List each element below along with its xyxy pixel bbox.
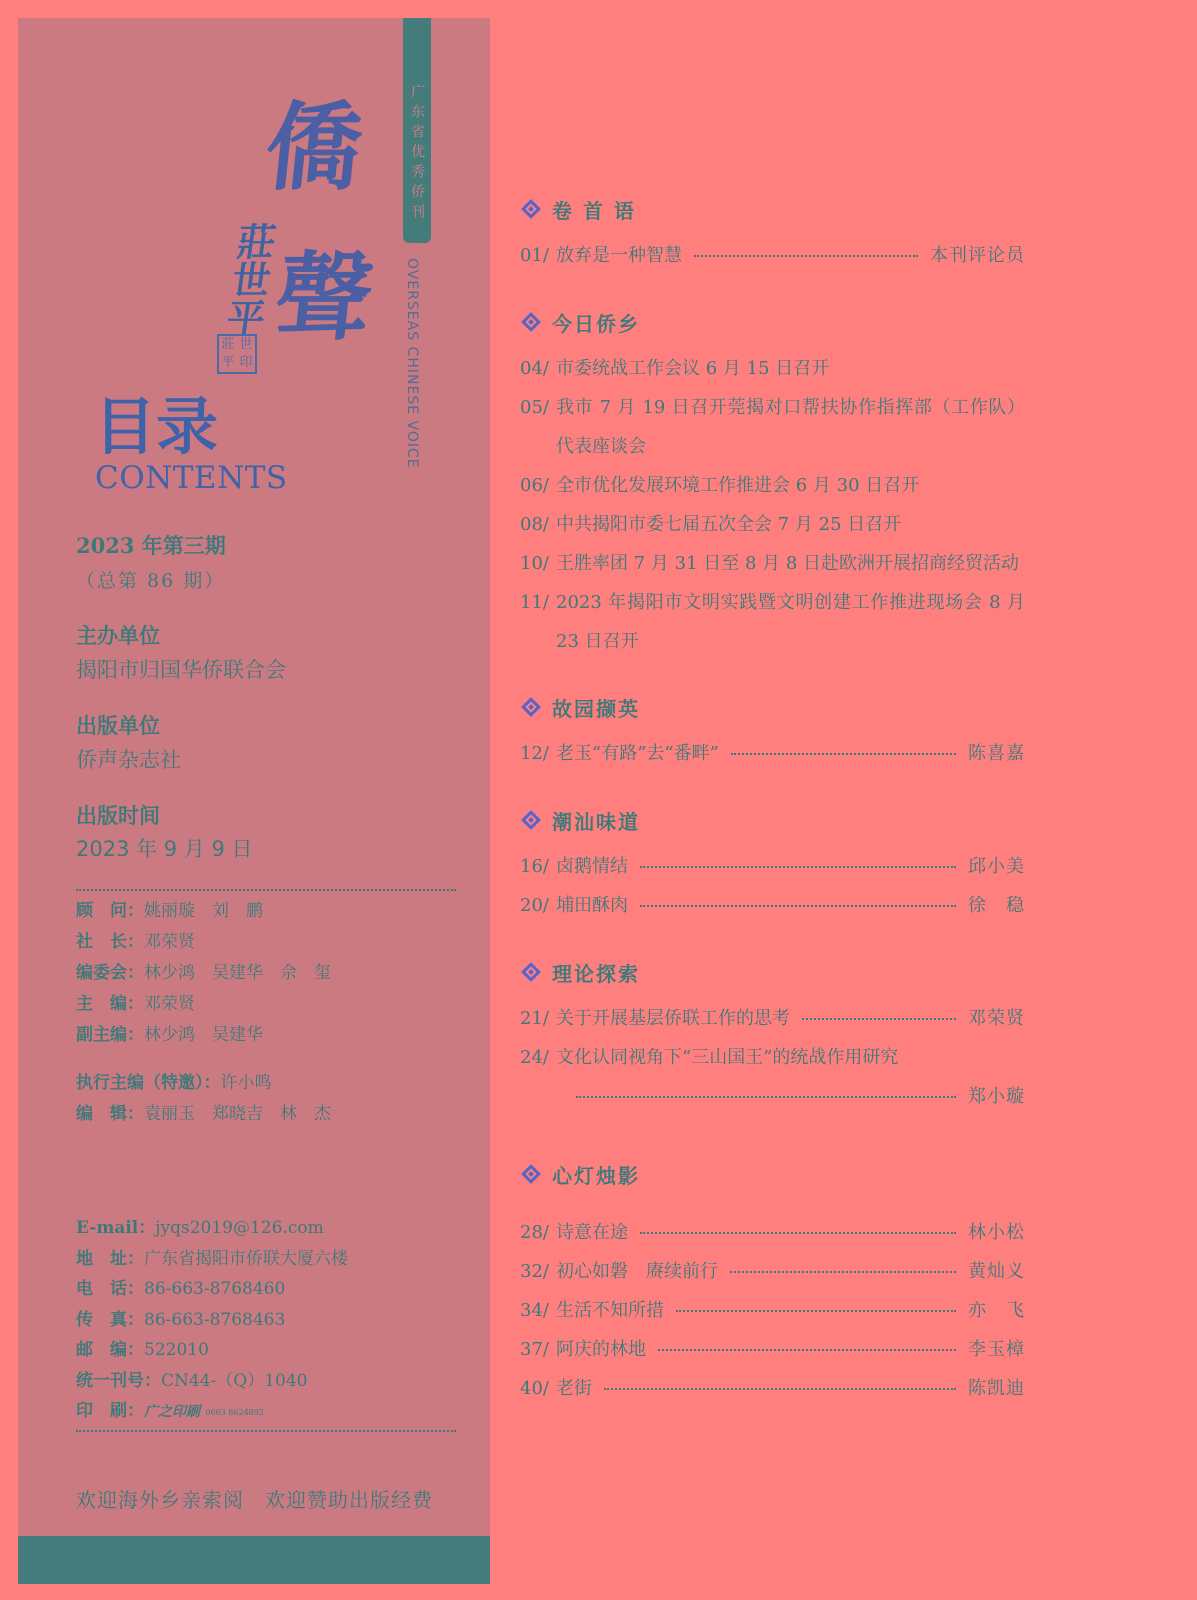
section-header [520, 194, 1025, 224]
toc-entry[interactable] [520, 1213, 1025, 1252]
contact-label: 统一刊号： [76, 1370, 161, 1391]
article-author: 陈喜嘉 [968, 743, 1025, 764]
address-value: 广东省揭阳市侨联大厦六楼 [144, 1248, 348, 1269]
leader-dots [730, 1271, 956, 1273]
leader-dots [640, 905, 956, 907]
contact-row [76, 1305, 348, 1336]
contact-label: 印 刷： [76, 1401, 144, 1421]
toc-entry[interactable] [520, 999, 1025, 1038]
excellent-magazine-label: 广东省优秀侨刊 [409, 84, 425, 224]
staff-role: 社 长： [76, 932, 144, 952]
contact-info [76, 1213, 348, 1428]
fax-value: 86-663-8768463 [144, 1309, 286, 1330]
staff-names: 许小鸣 [220, 1073, 272, 1093]
leader-dots [576, 1096, 956, 1098]
publisher-label: 出版单位 [76, 713, 160, 738]
page-number: 01/ [520, 245, 549, 266]
staff-names: 林少鸿 吴建华 [144, 1025, 263, 1045]
toc-entry[interactable] [520, 1369, 1025, 1408]
staff-row [76, 958, 331, 989]
staff-row [76, 896, 331, 927]
toc-entry[interactable] [520, 1252, 1025, 1291]
section-title: 理论探索 [552, 961, 640, 986]
seal-char: 莊 [221, 337, 235, 352]
diamond-bullet-icon [521, 1164, 541, 1184]
staff-role: 执行主编（特邀）： [76, 1073, 221, 1093]
toc-entry[interactable] [520, 388, 1025, 466]
staff-row [76, 1068, 331, 1099]
toc-entry-continued[interactable] [520, 1077, 1025, 1116]
contents-heading-en: CONTENTS [95, 460, 288, 496]
publish-date-value: 2023 年 9 月 9 日 [76, 837, 253, 861]
page-number: 04/ [520, 358, 549, 379]
article-author: 黄灿义 [968, 1261, 1025, 1282]
email-value[interactable]: jyqs2019@126.com [155, 1218, 324, 1238]
leader-dots [658, 1349, 956, 1351]
toc-entry[interactable] [520, 734, 1025, 773]
seal-char: 印 [239, 355, 253, 370]
staff-row [76, 927, 331, 958]
toc-entry[interactable] [520, 349, 1025, 388]
host-label: 主办单位 [76, 623, 160, 648]
article-title: 初心如磐 赓续前行 [556, 1261, 718, 1282]
article-title: 老玉“有路”去“番畔” [556, 743, 719, 764]
leader-dots [694, 255, 918, 257]
contact-row [76, 1244, 348, 1275]
masthead-panel [18, 18, 490, 1584]
article-title: 诗意在途 [556, 1222, 628, 1243]
page-number: 32/ [520, 1261, 549, 1282]
staff-names: 邓荣贤 [144, 932, 195, 952]
contact-row [76, 1274, 348, 1305]
article-title: 生活不知所措 [556, 1300, 664, 1321]
toc-entry[interactable] [520, 1291, 1025, 1330]
staff-role: 副主编： [76, 1025, 144, 1045]
article-author: 林小松 [968, 1222, 1025, 1243]
article-author: 李玉樟 [968, 1339, 1025, 1360]
staff-role: 顾 问： [76, 901, 144, 921]
page-number: 12/ [520, 743, 549, 764]
diamond-bullet-icon [521, 810, 541, 830]
contact-label: 电 话： [76, 1279, 144, 1299]
editorial-staff [76, 896, 331, 1051]
article-title: 卤鹅情结 [556, 856, 628, 877]
staff-row [76, 1020, 331, 1051]
toc-entry[interactable] [520, 1330, 1025, 1369]
toc-section [520, 957, 1025, 1116]
toc-entry[interactable] [520, 1038, 1025, 1077]
article-title: 阿庆的林地 [556, 1339, 646, 1360]
toc-section [520, 692, 1025, 773]
page-number: 11/ [520, 592, 549, 613]
bottom-bar [18, 1536, 490, 1584]
article-author: 本刊评论员 [930, 245, 1025, 266]
diamond-bullet-icon [521, 697, 541, 717]
contact-label: 地 址： [76, 1248, 144, 1269]
article-author: 徐 稳 [968, 895, 1025, 916]
postcode-value: 522010 [144, 1340, 209, 1360]
issue-number: 2023 年第三期 [76, 533, 226, 558]
leader-dots [640, 866, 956, 868]
printer-logo: 广之印刷 [144, 1404, 200, 1420]
toc-entry[interactable] [520, 236, 1025, 275]
contents-heading: 目录 [94, 390, 219, 463]
calligraphy-signature: 莊世平 [217, 222, 280, 336]
staff-names: 邓荣贤 [144, 994, 195, 1014]
staff-row [76, 1099, 331, 1130]
staff-names: 姚丽璇 刘 鹏 [144, 901, 263, 921]
page-number: 24/ [520, 1047, 549, 1068]
issn-value: CN44-（Q）1040 [161, 1370, 308, 1391]
toc-entry[interactable] [520, 847, 1025, 886]
article-title: 关于开展基层侨联工作的思考 [556, 1008, 790, 1029]
contact-label: 邮 编： [76, 1340, 144, 1360]
section-title: 心灯烛影 [552, 1163, 640, 1188]
section-header [520, 692, 1025, 722]
seal-stamp [217, 334, 257, 374]
section-title: 卷 首 语 [552, 198, 636, 223]
diamond-bullet-icon [521, 312, 541, 332]
leader-dots [604, 1388, 956, 1390]
staff-role: 编 辑： [76, 1104, 144, 1124]
toc-section [520, 805, 1025, 925]
article-title: 全市优化发展环境工作推进会 6 月 30 日召开 [556, 475, 920, 496]
toc-entry[interactable] [520, 886, 1025, 925]
publisher-value: 侨声杂志社 [76, 748, 181, 772]
logo-char-qiao: 僑 [260, 91, 368, 204]
printer-phone: 0663 8624892 [205, 1407, 264, 1417]
leader-dots [802, 1018, 956, 1020]
contact-label: 传 真： [76, 1309, 144, 1330]
article-title: 文化认同视角下“三山国王”的统战作用研究 [556, 1047, 899, 1068]
page-number: 06/ [520, 475, 549, 496]
page-number: 28/ [520, 1222, 549, 1243]
toc-section [520, 307, 1025, 661]
staff-role: 主 编： [76, 994, 144, 1014]
page-number: 37/ [520, 1339, 549, 1360]
contact-row [76, 1396, 348, 1428]
seal-char: 世 [239, 337, 253, 352]
contact-row [76, 1213, 348, 1244]
divider [76, 889, 456, 891]
divider [76, 1430, 456, 1432]
contact-row [76, 1366, 348, 1397]
article-title: 市委统战工作会议 6 月 15 日召开 [556, 358, 830, 379]
editorial-staff-2 [76, 1068, 331, 1130]
article-author: 陈凯迪 [968, 1378, 1025, 1399]
diamond-bullet-icon [521, 962, 541, 982]
leader-dots [640, 1232, 956, 1234]
page-number: 16/ [520, 856, 549, 877]
article-title: 埔田酥肉 [556, 895, 628, 916]
article-title: 放弃是一种智慧 [556, 245, 682, 266]
issue-total: （总第 86 期） [76, 570, 226, 592]
staff-names: 林少鸿 吴建华 佘 玺 [144, 963, 331, 983]
section-header [520, 307, 1025, 337]
english-masthead: OVERSEAS CHINESE VOICE [404, 258, 420, 469]
section-title: 今日侨乡 [552, 311, 640, 336]
staff-role: 编委会： [76, 963, 144, 983]
toc-entry[interactable] [520, 544, 1025, 583]
logo-char-sheng: 聲 [270, 241, 378, 354]
excellent-magazine-tag [403, 18, 431, 243]
leader-dots [676, 1310, 956, 1312]
page-number: 34/ [520, 1300, 549, 1321]
article-title: 老街 [556, 1378, 592, 1399]
section-title: 故园撷英 [552, 696, 640, 721]
section-header [520, 805, 1025, 835]
article-author: 亦 飞 [968, 1300, 1025, 1321]
contact-label: E-mail： [76, 1218, 156, 1238]
contact-row [76, 1335, 348, 1366]
welcome-message: 欢迎海外乡亲索阅 欢迎赞助出版经费 [76, 1488, 433, 1512]
staff-row [76, 989, 331, 1020]
toc-entry[interactable] [520, 466, 1025, 505]
section-header [520, 957, 1025, 987]
article-author: 邱小美 [968, 856, 1025, 877]
section-header [520, 1159, 1025, 1189]
publish-date-label: 出版时间 [76, 803, 160, 828]
leader-dots [731, 753, 956, 755]
article-title: 我市 7 月 19 日召开莞揭对口帮扶协作指挥部（工作队）代表座谈会 [556, 397, 1025, 457]
page-number: 20/ [520, 895, 549, 916]
toc-section [520, 194, 1025, 275]
toc-section [520, 1159, 1025, 1408]
page-number: 40/ [520, 1378, 549, 1399]
page-number: 21/ [520, 1008, 549, 1029]
staff-names: 袁丽玉 郑晓吉 林 杰 [144, 1104, 331, 1124]
phone-value: 86-663-8768460 [144, 1279, 286, 1299]
page-number: 08/ [520, 514, 549, 535]
page-number: 10/ [520, 553, 549, 574]
toc-entry[interactable] [520, 583, 1025, 661]
toc-entry[interactable] [520, 505, 1025, 544]
article-author: 邓荣贤 [968, 1008, 1025, 1029]
page-number: 05/ [520, 397, 549, 418]
diamond-bullet-icon [521, 199, 541, 219]
host-value: 揭阳市归国华侨联合会 [76, 658, 286, 682]
article-title: 王胜率团 7 月 31 日至 8 月 8 日赴欧洲开展招商经贸活动 [556, 553, 1020, 574]
article-title: 2023 年揭阳市文明实践暨文明创建工作推进现场会 8 月 23 日召开 [556, 592, 1025, 652]
seal-char: 平 [221, 355, 235, 370]
article-author: 郑小璇 [968, 1086, 1025, 1107]
section-title: 潮汕味道 [552, 809, 640, 834]
article-title: 中共揭阳市委七届五次全会 7 月 25 日召开 [556, 514, 902, 535]
